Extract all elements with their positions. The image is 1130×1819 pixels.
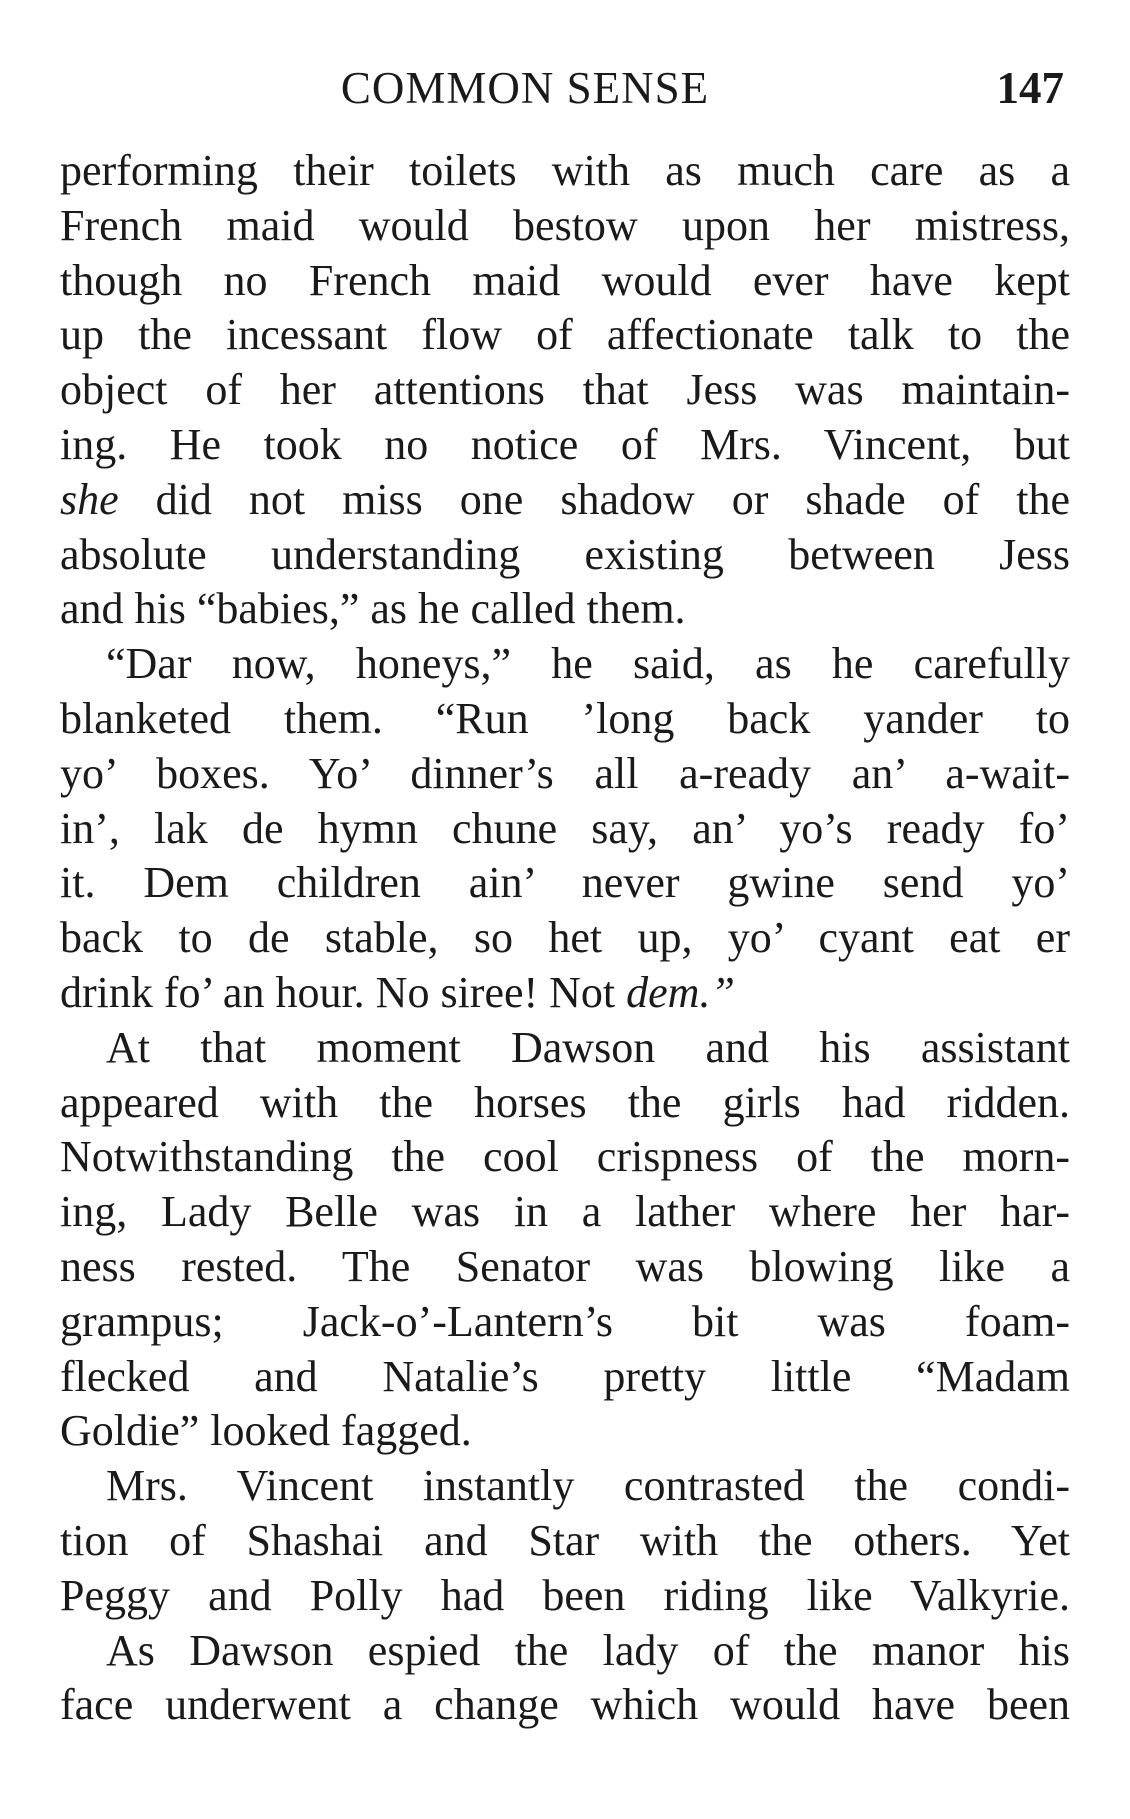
- text-line: As Dawson espied the lady of the manor his: [106, 1625, 1070, 1675]
- page-number: 147: [996, 63, 1064, 113]
- text-line: back to de stable, so het up, yo’ cyant eat er: [60, 913, 1070, 963]
- text-line: in’, lak de hymn chune say, an’ yo’s ready fo’: [60, 803, 1070, 853]
- text-line: tion of Shashai and Star with the others. Yet: [60, 1515, 1070, 1565]
- text-line: though no French maid would ever have kept: [60, 255, 1070, 305]
- text-line: French maid would bestow upon her mistress,: [60, 200, 1070, 250]
- text-line: it. Dem children ain’ never gwine send yo’: [60, 858, 1070, 908]
- italic-text: she: [60, 474, 119, 524]
- text-span: did not miss one shadow or shade of the: [118, 474, 1070, 524]
- italic-text: dem.”: [626, 967, 735, 1017]
- text-line: Mrs. Vincent instantly contrasted the condi-: [106, 1461, 1070, 1511]
- text-line: appeared with the horses the girls had ridden.: [60, 1077, 1070, 1127]
- text-line: Peggy and Polly had been riding like Valkyrie.: [60, 1570, 1070, 1620]
- text-line: up the incessant flow of affectionate talk to the: [60, 310, 1070, 360]
- text-span: drink fo’ an hour. No siree! Not: [60, 967, 627, 1017]
- text-line: Notwithstanding the cool crispness of the morn-: [60, 1132, 1070, 1182]
- text-line: face underwent a change which would have been: [60, 1680, 1070, 1730]
- text-line: At that moment Dawson and his assistant: [106, 1022, 1070, 1072]
- running-title: COMMON SENSE: [340, 63, 710, 113]
- text-line: absolute understanding existing between Jess: [60, 529, 1070, 579]
- text-line: Goldie” looked fagged.: [60, 1406, 472, 1456]
- text-line: “Dar now, honeys,” he said, as he carefully: [106, 639, 1070, 689]
- text-line: ing. He took no notice of Mrs. Vincent, but: [60, 419, 1070, 469]
- text-line: object of her attentions that Jess was maintain-: [60, 365, 1070, 415]
- text-line: performing their toilets with as much care as a: [60, 146, 1070, 195]
- text-line: yo’ boxes. Yo’ dinner’s all a-ready an’ a-wait-: [60, 748, 1070, 798]
- body-text: [60, 144, 1070, 1733]
- text-line: blanketed them. “Run ’long back yander to: [60, 693, 1070, 743]
- text-line: [60, 473, 1070, 528]
- text-line: grampus; Jack-o’-Lantern’s bit was foam-: [60, 1296, 1070, 1346]
- text-line: ing, Lady Belle was in a lather where her har-: [60, 1187, 1070, 1237]
- text-line: ness rested. The Senator was blowing like a: [60, 1241, 1070, 1291]
- running-head: [60, 58, 1070, 118]
- text-line: flecked and Natalie’s pretty little “Madam: [60, 1351, 1070, 1401]
- text-line: [60, 966, 1070, 1021]
- text-line: and his “babies,” as he called them.: [60, 584, 686, 634]
